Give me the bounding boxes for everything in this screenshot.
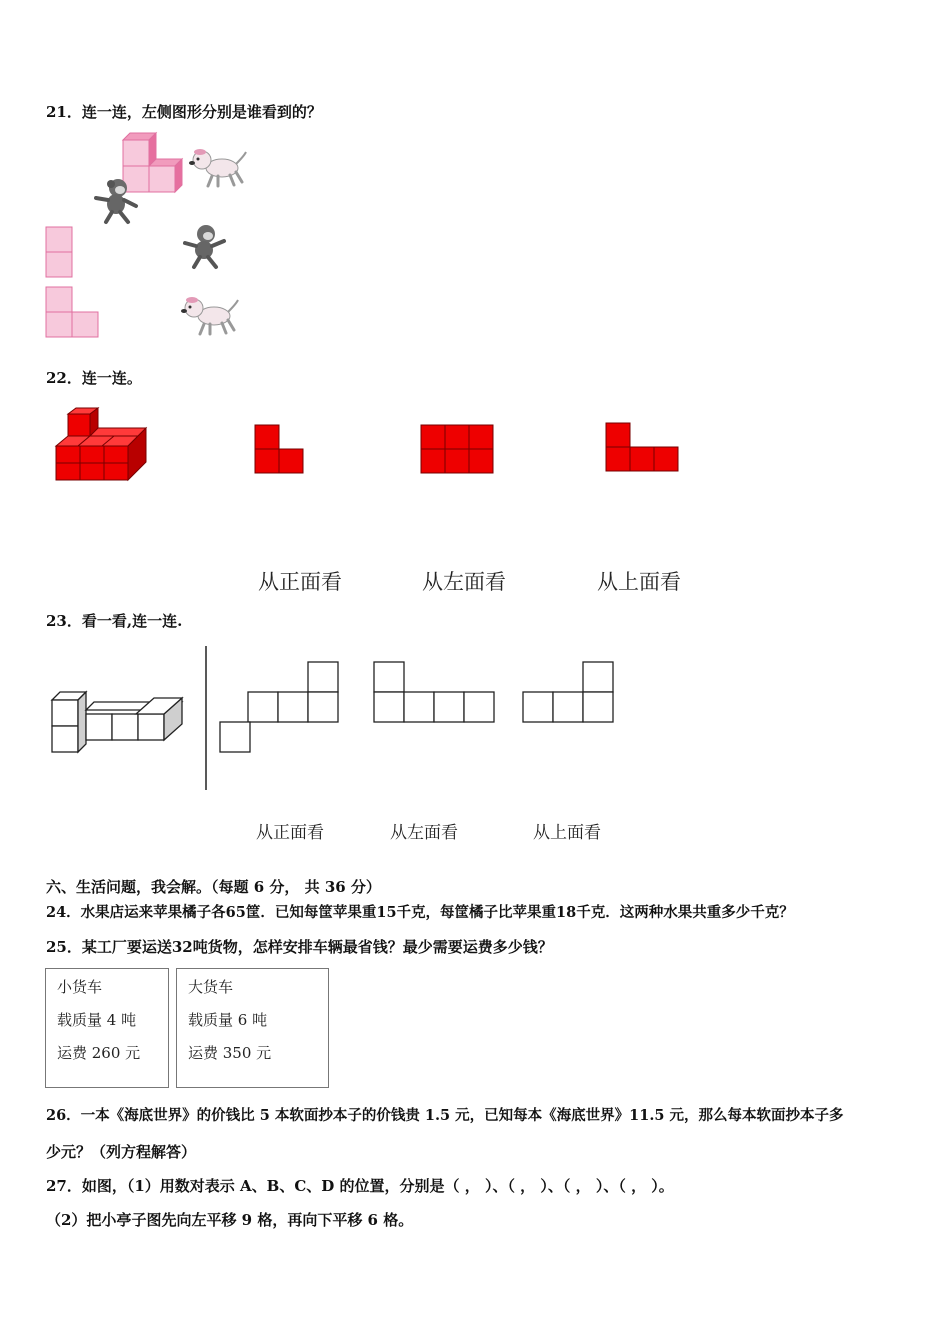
section6-heading: 六、生活问题，我会解。（每题 6 分， 共 36 分） bbox=[46, 878, 381, 896]
big-truck-cost: 运费 350 元 bbox=[188, 1044, 272, 1062]
q23-view-a bbox=[218, 660, 342, 754]
dog-icon bbox=[188, 146, 248, 188]
q22-red-cube-model bbox=[52, 406, 152, 486]
q22-view-l-long bbox=[605, 422, 681, 474]
q22-view-l-small bbox=[254, 424, 306, 476]
q26-line2: 少元？（列方程解答） bbox=[46, 1143, 197, 1161]
q23-label-top: 从上面看 bbox=[533, 823, 601, 843]
q21-view-l-shape bbox=[45, 286, 101, 340]
dog-icon bbox=[180, 294, 240, 336]
big-truck-box bbox=[176, 968, 329, 1088]
q22-label-left: 从左面看 bbox=[422, 570, 506, 594]
q23-label-left: 从左面看 bbox=[390, 823, 458, 843]
q22-label-top: 从上面看 bbox=[597, 570, 681, 594]
q23-view-b bbox=[372, 660, 496, 724]
monkey-icon bbox=[182, 223, 228, 269]
q21-view-vertical-two bbox=[45, 226, 75, 280]
q27-line2: （2）把小亭子图先向左平移 9 格，再向下平移 6 格。 bbox=[46, 1211, 414, 1229]
small-truck-cost: 运费 260 元 bbox=[57, 1044, 141, 1062]
q21-text: 21．连一连，左侧图形分别是谁看到的？ bbox=[46, 103, 322, 121]
big-truck-name: 大货车 bbox=[188, 978, 234, 996]
q23-cube-model bbox=[48, 688, 188, 758]
q22-label-front: 从正面看 bbox=[258, 570, 342, 594]
small-truck-capacity: 载质量 4 吨 bbox=[57, 1011, 137, 1029]
big-truck-capacity: 载质量 6 吨 bbox=[188, 1011, 268, 1029]
q26-line1: 26．一本《海底世界》的价钱比 5 本软面抄本子的价钱贵 1.5 元，已知每本《海底世界》11.5 元，那么每本软面抄本子多 bbox=[46, 1107, 844, 1124]
q25-text: 25．某工厂要运送32吨货物，怎样安排车辆最省钱？最少需要运费多少钱？ bbox=[46, 938, 553, 956]
monkey-icon bbox=[92, 176, 142, 224]
q27-line1: 27．如图，（1）用数对表示 A、B、C、D 的位置，分别是（ ， ）、（ ， ）、（ ， ）、（ ， ）。 bbox=[46, 1177, 674, 1195]
q23-view-c bbox=[521, 660, 615, 724]
q24-text: 24．水果店运来苹果橘子各65筐．已知每筐苹果重15千克，每筐橘子比苹果重18千克．这两种水果共重多少千克？ bbox=[46, 904, 794, 921]
q22-text: 22．连一连。 bbox=[46, 369, 142, 387]
q22-view-rect-six bbox=[420, 424, 496, 476]
small-truck-name: 小货车 bbox=[57, 978, 103, 996]
q23-label-front: 从正面看 bbox=[256, 823, 324, 843]
q23-text: 23．看一看,连一连. bbox=[46, 612, 183, 630]
q23-divider-line bbox=[204, 646, 208, 792]
small-truck-box bbox=[45, 968, 169, 1088]
